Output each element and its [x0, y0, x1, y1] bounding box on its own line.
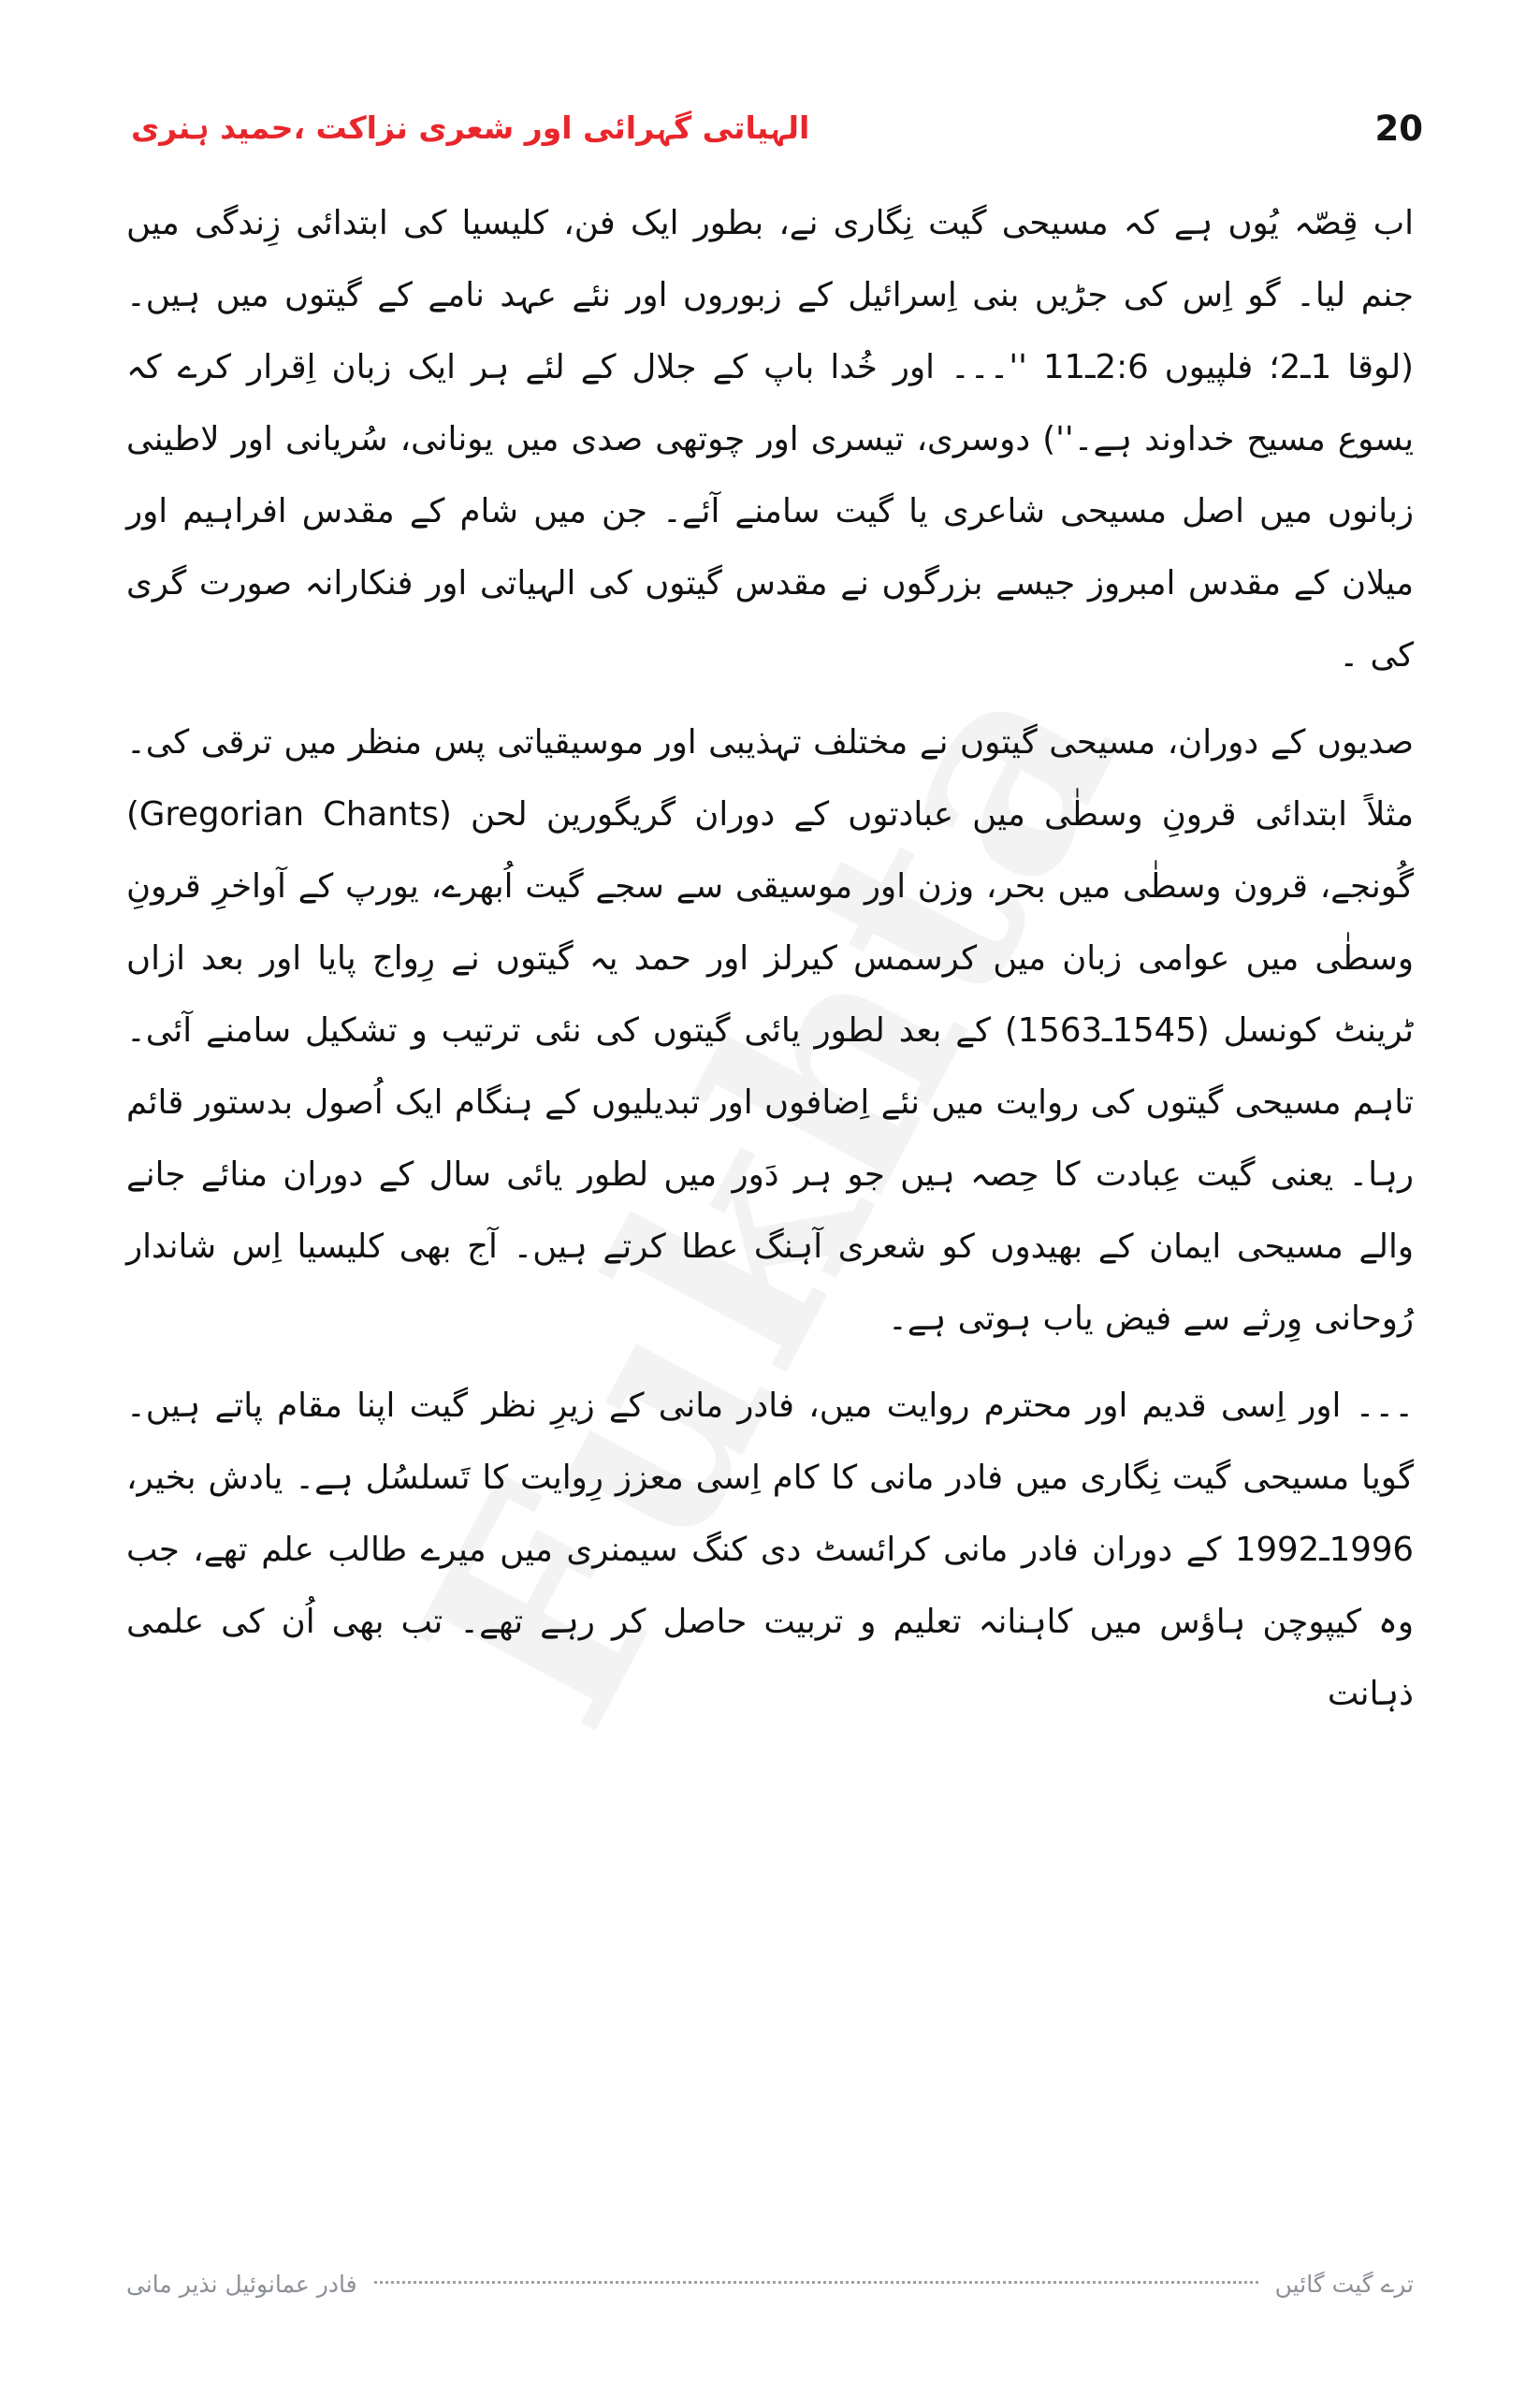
body-paragraph-3: ۔۔۔ اور اِسی قدیم اور محترم روایت میں، فادر مانی کے زیرِ نظر گیت اپنا مقام پاتے ہیں۔ گویا مسیحی گیت نِگاری میں فادر مانی کا کام اِسی معزز رِوایت کا تَسلسُل ہے۔ یادش بخیر، 1996ـ1992 کے دوران فادر مانی کرائسٹ دی کنگ سیمنری میں میرے طالب علم تھے، جب وہ کیپوچن ہاؤس میں کاہنانہ تعلیم و تربیت حاصل کر رہے تھے۔ تب بھی اُن کی علمی ذہانت	[126, 1387, 1414, 1713]
body-paragraph-2: صدیوں کے دوران، مسیحی گیتوں نے مختلف تہذیبی اور موسیقیاتی پس منظر میں ترقی کی۔ مثلاً ابتدائی قرونِ وسطٰی میں عبادتوں کے دوران گریگورین لحن (Gregorian Chants) گُونجے، قرون وسطٰی میں بحر، وزن اور موسیقی سے سجے گیت اُبھرے، یورپ کے آواخرِ قرونِ وسطٰی میں عوامی زبان میں کرسمس کیرلز اور حمد یہ گیتوں نے رِواج پایا اور بعد ازاں ٹرینٹ کونسل (1545ـ1563) کے بعد لطور یائی گیتوں کی نئی ترتیب و تشکیل سامنے آئی۔ تاہم مسیحی گیتوں کی روایت میں نئے اِضافوں اور تبدیلیوں کے ہنگام ایک اُصول بدستور قائم رہا۔ یعنی گیت عِبادت کا حِصہ ہیں جو ہر دَور میں لطور یائی سال کے دوران منائے جانے والے مسیحی ایمان کے بھیدوں کو شعری آہنگ عطا کرتے ہیں۔ آج بھی کلیسیا اِس شاندار رُوحانی وِرثے سے فیض یاب ہوتی ہے۔	[126, 723, 1414, 1338]
footer-author-name: فادر عمانوئیل نذیر مانی	[126, 2270, 357, 2298]
footer-book-title: ترے گیت گائیں	[1274, 2270, 1414, 2298]
page-number: 20	[1374, 108, 1423, 149]
body-paragraph-1: اب قِصّہ یُوں ہے کہ مسیحی گیت نِگاری نے، بطور ایک فن، کلیسیا کی ابتدائی زِندگی میں جنم لیا۔ گو اِس کی جڑیں بنی اِسرائیل کے زبوروں اور نئے عہد نامے کے گیتوں میں ہیں۔ (لوقا 1ـ2؛ فلپیوں 2:6ـ11 ''۔۔۔ اور خُدا باپ کے جلال کے لئے ہر ایک زبان اِقرار کرے کہ یسوع مسیح خداوند ہے۔'') دوسری، تیسری اور چوتھی صدی میں یونانی، سُریانی اور لاطینی زبانوں میں اصل مسیحی شاعری یا گیت سامنے آئے۔ جن میں شام کے مقدس افراہیم اور میلان کے مقدس امبروز جیسے بزرگوں نے مقدس گیتوں کی الہیاتی اور فنکارانہ صورت گری کی ۔	[126, 204, 1414, 675]
page-body	[126, 187, 1414, 1732]
page-footer	[126, 2256, 1414, 2312]
header-title: الہیاتی گہرائی اور شعری نزاکت ،حمید ہنری	[131, 109, 810, 147]
page-header	[131, 99, 1423, 157]
footer-divider	[374, 2281, 1258, 2284]
